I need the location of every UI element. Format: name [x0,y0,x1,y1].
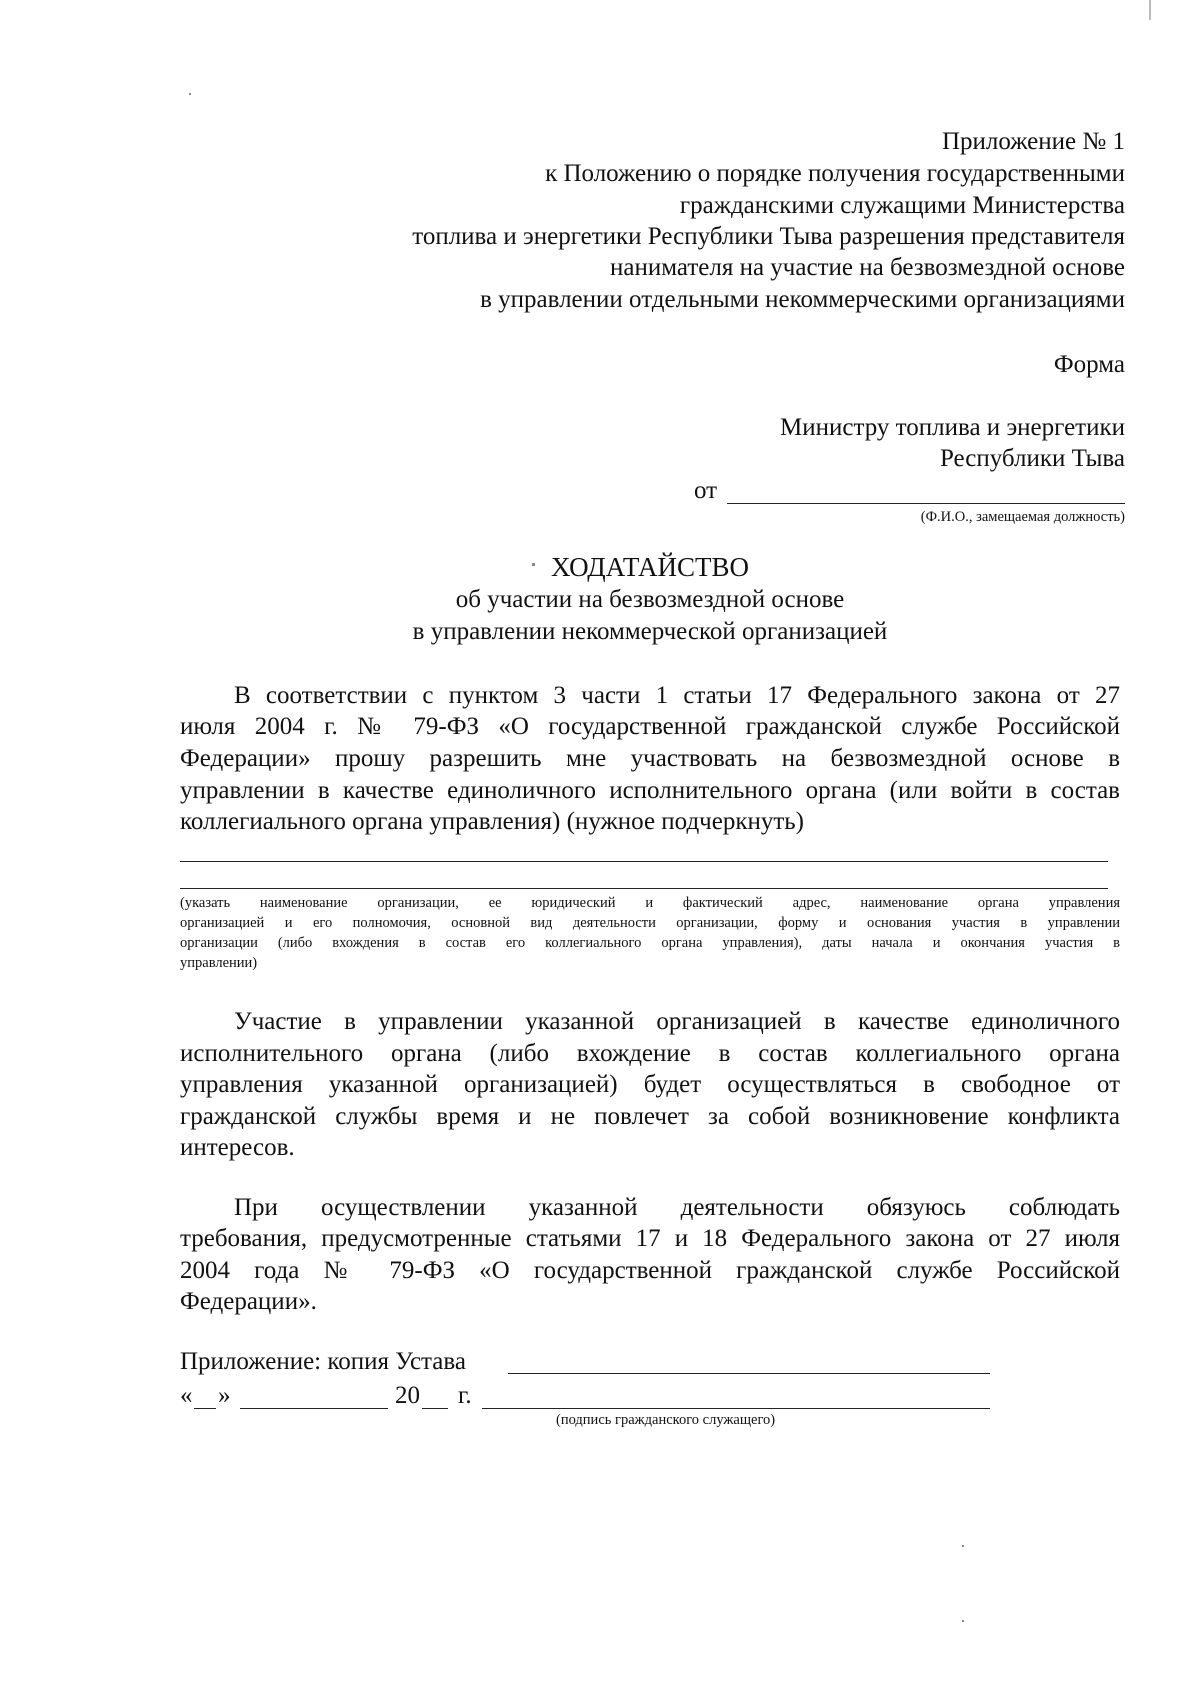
document-title: ХОДАТАЙСТВО [551,552,749,582]
document-subtitle: об участии на безвозмездной основе [455,586,845,613]
scan-speck [1149,0,1151,20]
signature-caption: (подпись гражданского служащего) [556,1412,776,1428]
paragraph-line: 2004 года № 79-ФЗ «О государственной гражданской службе Российской [180,1257,1120,1284]
addressee-line: Министру топлива и энергетики [780,414,1125,441]
paragraph-line: Федерации» прошу разрешить мне участвовать на безвозмездной основе в [180,745,1120,772]
appendix-line: гражданскими служащими Министерства [679,192,1125,219]
date-year-prefix: 20 [395,1382,420,1409]
scan-speck [962,1545,964,1547]
appendix-title: Приложение № 1 [941,128,1125,155]
details-blank-line [180,888,1108,889]
paragraph-line: Федерации». [180,1288,317,1315]
date-day-blank [194,1408,216,1409]
paragraph-line: управления указанной организацией) будет осуществляться в свободное от [180,1071,1120,1098]
scan-speck [962,1620,964,1622]
paragraph-line: коллегиального органа управления) (нужное подчеркнуть) [180,808,805,835]
signature-blank-line [482,1408,990,1409]
paragraph-line: При осуществлении указанной деятельности обязуюсь соблюдать [234,1194,1120,1221]
paragraph-line: управлении в качестве единоличного исполнительного органа (или войти в состав [180,777,1120,804]
from-caption: (Ф.И.О., замещаемая должность) [920,509,1125,525]
date-open-quote: « [180,1382,193,1409]
note-line: организации (либо вхождения в состав его коллегиального органа управления), даты начала и окончания участия в [180,935,1120,951]
form-label: Форма [1053,351,1125,378]
appendix-line: топлива и энергетики Республики Тыва разрешения представителя [412,223,1125,250]
from-blank-line [727,503,1125,504]
date-close-quote: » [218,1382,231,1409]
addressee-line: Республики Тыва [939,445,1125,472]
note-line: организацией и его полномочия, основной вид деятельности организации, форму и основания участия в управлении [180,915,1120,931]
details-blank-line [180,861,1108,862]
paragraph-line: В соответствии с пунктом 3 части 1 статьи 17 Федерального закона от 27 [234,682,1120,709]
paragraph-line: исполнительного органа (либо вхождение в состав коллегиального органа [180,1040,1120,1067]
note-line: управлении) [180,955,258,971]
date-month-blank [240,1408,388,1409]
attachment-blank-line [508,1373,990,1374]
appendix-line: нанимателя на участие на безвозмездной основе [610,254,1125,281]
document-subtitle: в управлении некоммерческой организацией [412,618,888,645]
date-year-suffix: г. [458,1382,472,1409]
paragraph-line: интересов. [180,1134,295,1161]
scan-speck [189,93,191,95]
paragraph-line: гражданской службы время и не повлечет за собой возникновение конфликта [180,1103,1120,1130]
paragraph-line: Участие в управлении указанной организацией в качестве единоличного [234,1008,1120,1035]
paragraph-line: июля 2004 г. № 79-ФЗ «О государственной гражданской службе Российской [180,713,1120,740]
appendix-line: в управлении отдельными некоммерческими организациями [480,286,1125,313]
paragraph-line: требования, предусмотренные статьями 17 и 18 Федерального закона от 27 июля [180,1225,1120,1252]
note-line: (указать наименование организации, ее юридический и фактический адрес, наименование органа управления [180,895,1120,911]
appendix-line: к Положению о порядке получения государственными [545,160,1125,187]
from-label: от [694,477,718,504]
attachment-label: Приложение: копия Устава [180,1348,466,1375]
date-year-blank [422,1408,448,1409]
